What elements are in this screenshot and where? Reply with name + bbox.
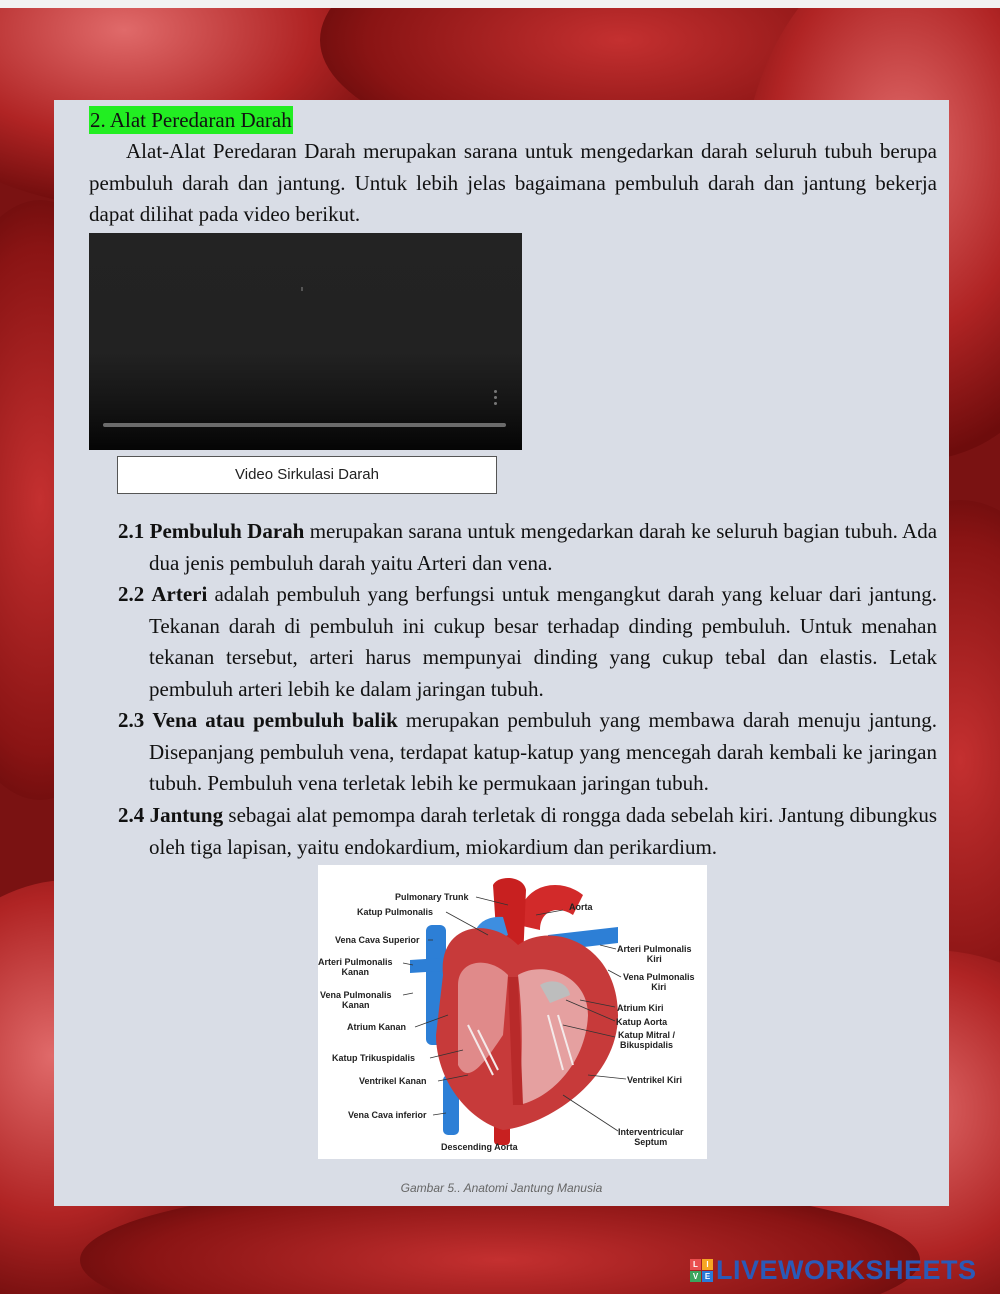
item-number: 2.4 [118,803,145,827]
label-vena-pulmonalis-kiri: Vena Pulmonalis Kiri [623,972,695,992]
item-term: Jantung [149,803,224,827]
list-item [118,705,937,800]
item-text: merupakan sarana untuk mengedarkan darah ke seluruh bagian tubuh. Ada dua jenis pembuluh darah yaitu Arteri dan vena. [149,519,938,575]
item-text: sebagai alat pemompa darah terletak di rongga dada sebelah kiri. Jantung dibungkus oleh tiga lapisan, yaitu endokardium, miokardium dan perikardium. [149,803,937,859]
heart-anatomy-figure [318,865,707,1159]
list-item [118,516,937,579]
label-katup-trikuspidalis: Katup Trikuspidalis [332,1053,416,1063]
logo-letter: L [690,1259,701,1270]
more-options-icon[interactable] [494,390,498,406]
label-arteri-pulmonalis-kiri: Arteri Pulmonalis Kiri [617,944,692,964]
video-progress-bar[interactable] [103,423,506,427]
item-term: Arteri [151,582,208,606]
video-caption: Video Sirkulasi Darah [117,456,497,494]
item-number: 2.1 [118,519,145,543]
top-strip [0,0,1000,8]
liveworksheets-brand[interactable]: LIVEWORKSHEETS [716,1255,977,1285]
item-term: Vena atau pembuluh balik [152,708,398,732]
content-panel [54,100,949,1206]
label-interventricular-septum: Interventricular Septum [618,1127,684,1147]
label-aorta: Aorta [569,902,593,912]
label-katup-mitral: Katup Mitral / Bikuspidalis [618,1030,676,1050]
video-player[interactable] [89,233,522,450]
logo-letter: I [702,1259,713,1270]
label-descending-aorta: Descending Aorta [441,1142,518,1152]
label-vena-cava-inferior: Vena Cava inferior [348,1110,427,1120]
item-number: 2.2 [118,582,145,606]
intro-paragraph: Alat-Alat Peredaran Darah merupakan sarana untuk mengedarkan darah seluruh tubuh berupa pembuluh darah dan jantung. Untuk lebih jelas bagaimana pembuluh darah dan jantung bekerja dapat dilihat pada video berikut. [89,139,937,226]
logo-letter: E [702,1271,713,1282]
item-number: 2.3 [118,708,145,732]
figure-caption: Gambar 5.. Anatomi Jantung Manusia [400,1181,603,1195]
label-atrium-kiri: Atrium Kiri [617,1003,664,1013]
section-heading: 2. Alat Peredaran Darah [90,108,292,132]
label-atrium-kanan: Atrium Kanan [347,1022,407,1032]
list-item [118,579,937,705]
logo-letter: V [690,1271,701,1282]
label-ventrikel-kiri: Ventrikel Kiri [627,1075,683,1085]
label-arteri-pulmonalis-kanan: Arteri Pulmonalis Kanan [318,957,393,977]
item-text: merupakan pembuluh yang membawa darah menuju jantung. Disepanjang pembuluh vena, terdapat katup-katup yang mencegah darah kembali ke jaringan tubuh. Pembuluh vena terletak lebih ke permukaan jaringan tubuh. [149,708,938,795]
label-vena-cava-superior: Vena Cava Superior [335,935,420,945]
list-item [118,800,937,863]
label-katup-pulmonalis: Katup Pulmonalis [357,907,434,917]
liveworksheets-logo-icon [690,1259,714,1283]
item-text: adalah pembuluh yang berfungsi untuk mengangkut darah yang keluar dari jantung. Tekanan darah di pembuluh ini cukup besar terhadap dinding pembuluh. Untuk menahan tekanan tersebut, arteri harus mempunyai dinding yang cukup tebal dan elastis. Letak pembuluh arteri lebih ke dalam jaringan tubuh. [149,582,937,701]
label-katup-aorta: Katup Aorta [616,1017,668,1027]
label-pulmonary-trunk: Pulmonary Trunk [395,892,469,902]
video-frame-speck [301,287,303,291]
label-ventrikel-kanan: Ventrikel Kanan [359,1076,427,1086]
label-vena-pulmonalis-kanan: Vena Pulmonalis Kanan [320,990,392,1010]
item-term: Pembuluh Darah [149,519,305,543]
